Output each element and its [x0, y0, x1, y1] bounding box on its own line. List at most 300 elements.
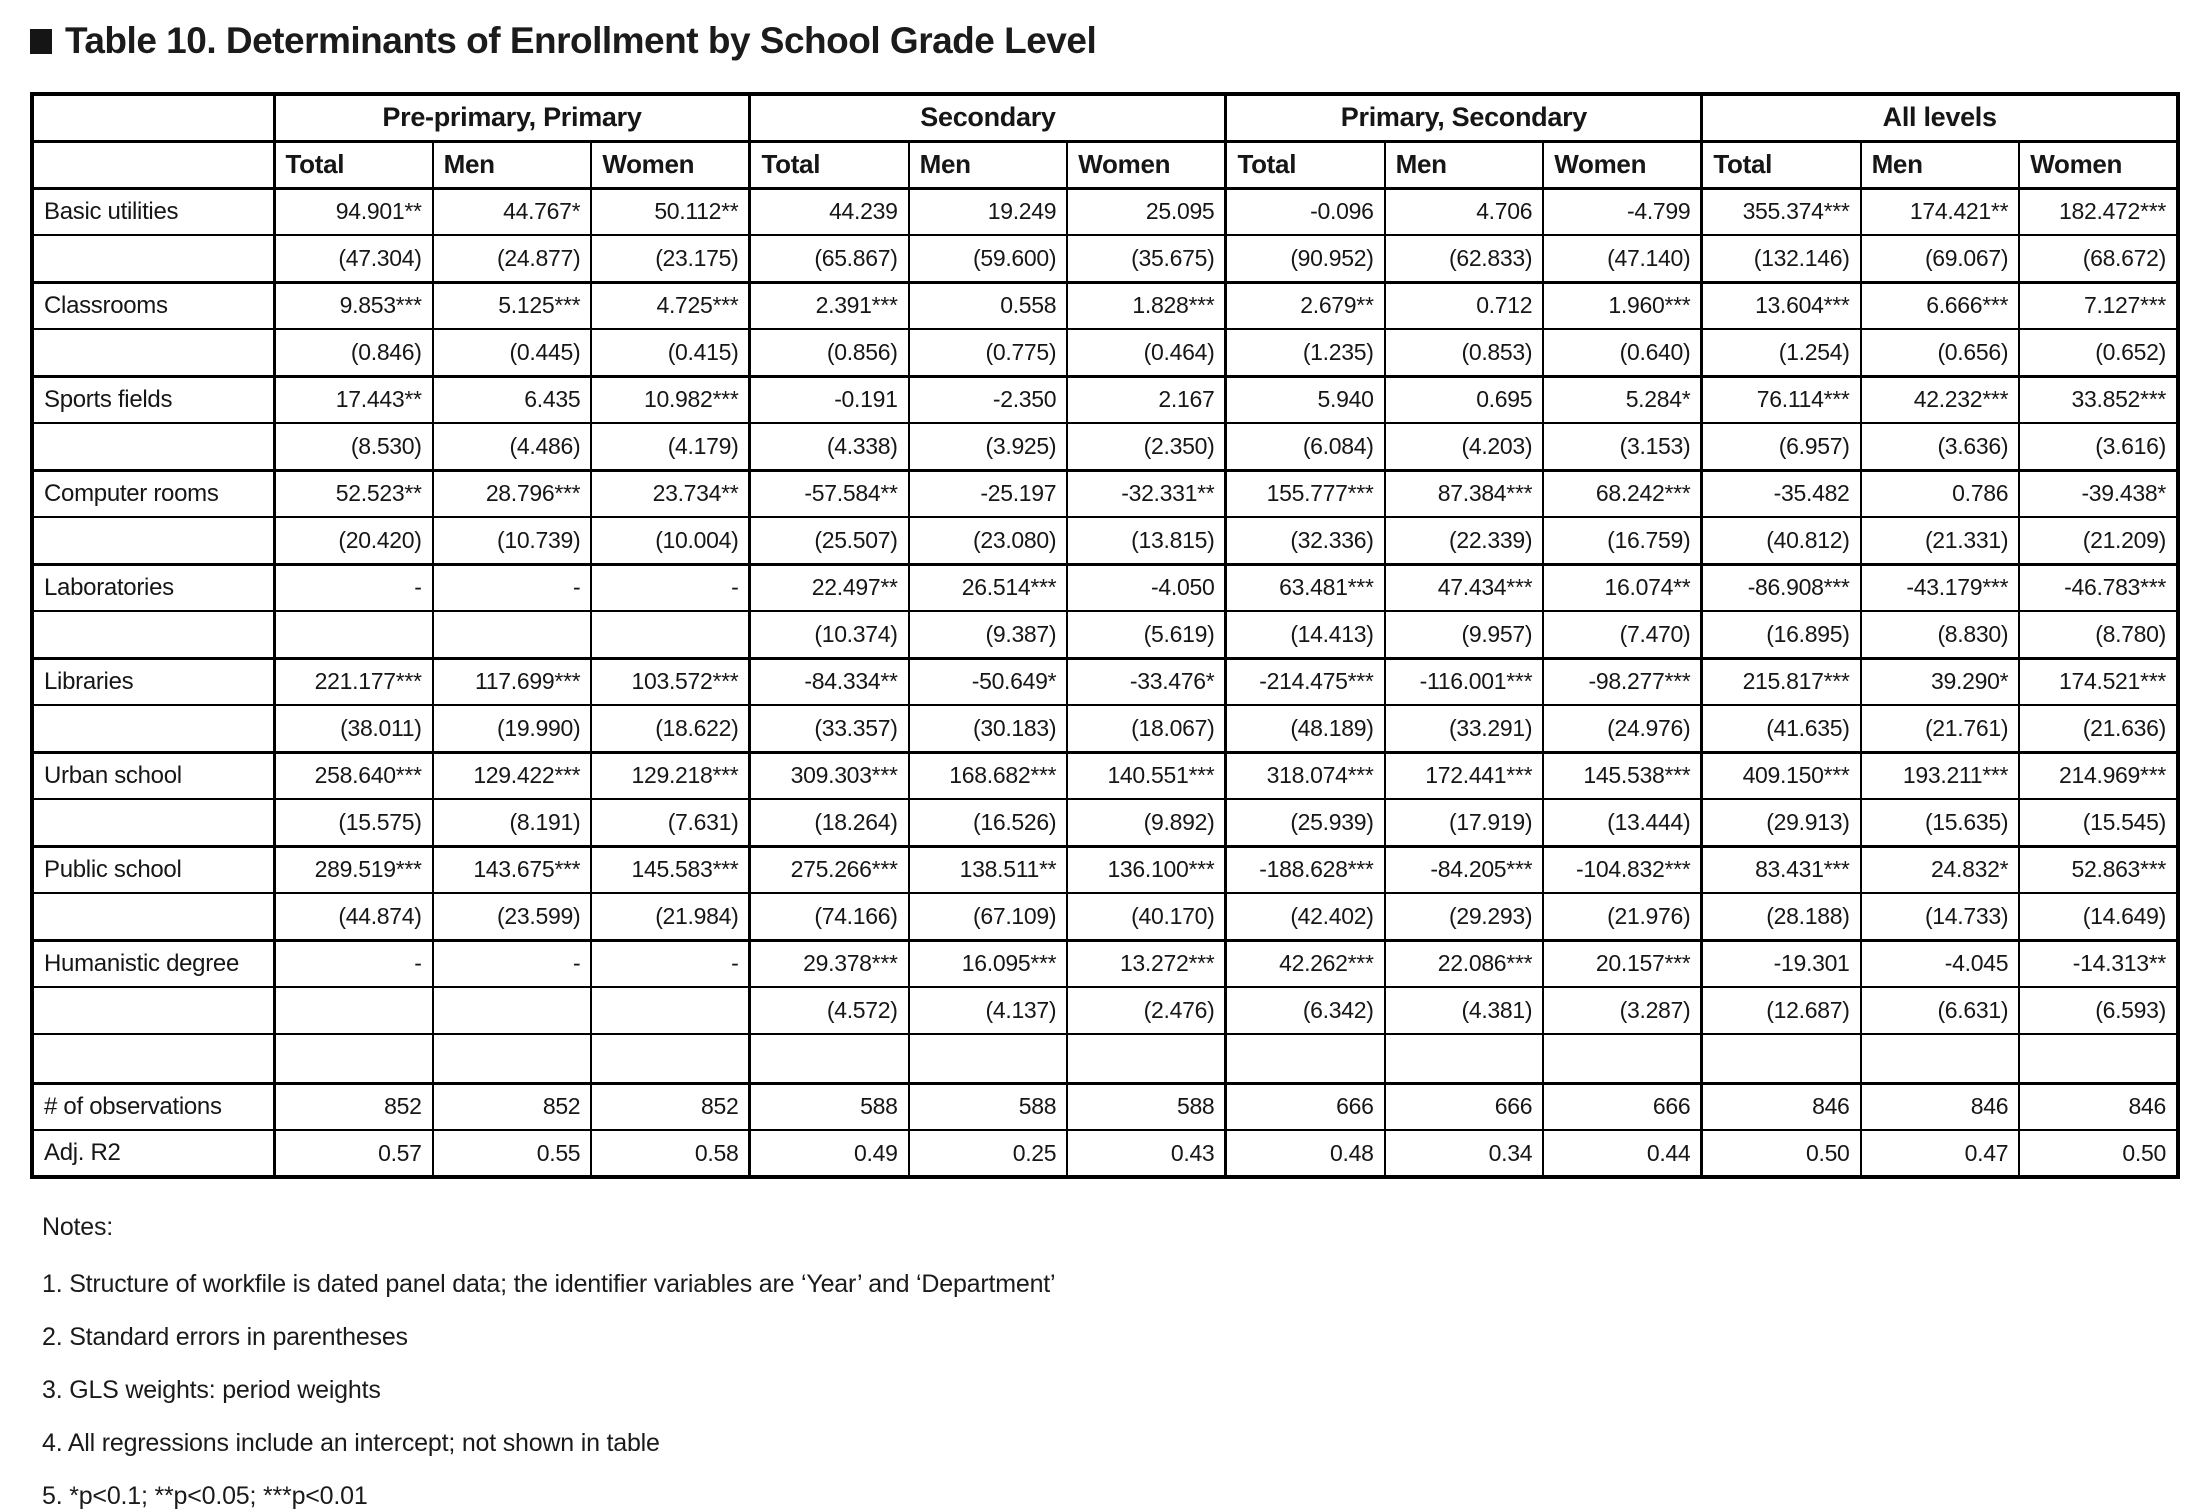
row-label: Classrooms — [32, 282, 274, 329]
table-title-text: Table 10. Determinants of Enrollment by School Grade Level — [65, 20, 1097, 61]
standard-error-cell: (18.067) — [1067, 705, 1226, 752]
standard-error-cell: (14.649) — [2019, 893, 2178, 940]
table-body — [32, 188, 2178, 1177]
standard-error-cell: (21.761) — [1861, 705, 2020, 752]
summary-cell: 0.49 — [750, 1130, 909, 1177]
summary-row — [32, 1083, 2178, 1130]
standard-error-row — [32, 329, 2178, 376]
standard-error-row — [32, 517, 2178, 564]
standard-error-cell: (20.420) — [274, 517, 433, 564]
column-group-header: All levels — [1702, 94, 2178, 141]
standard-error-cell: (4.137) — [909, 987, 1068, 1034]
coefficient-cell: 52.863*** — [2019, 846, 2178, 893]
note-item: 1. Structure of workfile is dated panel data; the identifier variables are ‘Year’ and ‘Department’ — [42, 1270, 1056, 1298]
column-subheader: Men — [433, 141, 592, 188]
standard-error-cell: (9.387) — [909, 611, 1068, 658]
standard-error-cell: (19.990) — [433, 705, 592, 752]
coefficient-cell: 2.391*** — [750, 282, 909, 329]
standard-error-cell: (42.402) — [1226, 893, 1385, 940]
standard-error-cell: (0.652) — [2019, 329, 2178, 376]
standard-error-cell: (0.656) — [1861, 329, 2020, 376]
coefficient-cell: 7.127*** — [2019, 282, 2178, 329]
coefficient-cell: 33.852*** — [2019, 376, 2178, 423]
standard-error-cell: (2.350) — [1067, 423, 1226, 470]
coefficient-cell: 5.940 — [1226, 376, 1385, 423]
standard-error-cell: (0.464) — [1067, 329, 1226, 376]
summary-cell: 0.57 — [274, 1130, 433, 1177]
coefficient-cell: 47.434*** — [1385, 564, 1544, 611]
coefficient-cell: 13.604*** — [1702, 282, 1861, 329]
standard-error-cell: (48.189) — [1226, 705, 1385, 752]
standard-error-cell: (17.919) — [1385, 799, 1544, 846]
row-label: Libraries — [32, 658, 274, 705]
column-subheader: Women — [1543, 141, 1702, 188]
coefficient-cell: -0.096 — [1226, 188, 1385, 235]
standard-error-cell: (29.913) — [1702, 799, 1861, 846]
coefficient-cell: 172.441*** — [1385, 752, 1544, 799]
coefficient-cell: 143.675*** — [433, 846, 592, 893]
spacer-cell — [274, 1034, 433, 1083]
column-subheader: Men — [1861, 141, 2020, 188]
coefficient-row — [32, 470, 2178, 517]
row-label: Sports fields — [32, 376, 274, 423]
standard-error-cell: (18.264) — [750, 799, 909, 846]
summary-cell: 846 — [2019, 1083, 2178, 1130]
coefficient-cell: 16.095*** — [909, 940, 1068, 987]
coefficient-cell: 155.777*** — [1226, 470, 1385, 517]
coefficient-cell: -39.438* — [2019, 470, 2178, 517]
standard-error-cell: (4.179) — [591, 423, 750, 470]
coefficient-row — [32, 282, 2178, 329]
standard-error-cell: (1.235) — [1226, 329, 1385, 376]
standard-error-cell: (21.976) — [1543, 893, 1702, 940]
coefficient-cell: 138.511** — [909, 846, 1068, 893]
standard-error-cell: (4.381) — [1385, 987, 1544, 1034]
standard-error-cell: (4.338) — [750, 423, 909, 470]
coefficient-cell: 129.218*** — [591, 752, 750, 799]
standard-error-cell: (16.759) — [1543, 517, 1702, 564]
coefficient-cell: -214.475*** — [1226, 658, 1385, 705]
row-label-empty — [32, 423, 274, 470]
coefficient-cell: 68.242*** — [1543, 470, 1702, 517]
row-label-empty — [32, 611, 274, 658]
standard-error-cell — [274, 611, 433, 658]
coefficient-row — [32, 752, 2178, 799]
column-subheader: Women — [2019, 141, 2178, 188]
standard-error-cell: (15.575) — [274, 799, 433, 846]
summary-cell: 666 — [1543, 1083, 1702, 1130]
coefficient-cell: 5.284* — [1543, 376, 1702, 423]
row-label-empty — [32, 705, 274, 752]
summary-cell: 846 — [1861, 1083, 2020, 1130]
standard-error-cell: (35.675) — [1067, 235, 1226, 282]
coefficient-cell: 0.786 — [1861, 470, 2020, 517]
coefficient-cell: -46.783*** — [2019, 564, 2178, 611]
standard-error-cell: (65.867) — [750, 235, 909, 282]
coefficient-cell: 19.249 — [909, 188, 1068, 235]
coefficient-cell: -86.908*** — [1702, 564, 1861, 611]
coefficient-cell: -57.584** — [750, 470, 909, 517]
coefficient-cell: -4.045 — [1861, 940, 2020, 987]
row-label-empty — [32, 987, 274, 1034]
standard-error-cell: (23.175) — [591, 235, 750, 282]
coefficient-cell: 275.266*** — [750, 846, 909, 893]
row-label-empty — [32, 235, 274, 282]
standard-error-cell: (59.600) — [909, 235, 1068, 282]
spacer-cell — [32, 1034, 274, 1083]
standard-error-cell: (3.616) — [2019, 423, 2178, 470]
standard-error-cell: (12.687) — [1702, 987, 1861, 1034]
row-label-empty — [32, 893, 274, 940]
coefficient-cell: 24.832* — [1861, 846, 2020, 893]
coefficient-cell: -104.832*** — [1543, 846, 1702, 893]
row-label: Basic utilities — [32, 188, 274, 235]
coefficient-cell: 193.211*** — [1861, 752, 2020, 799]
coefficient-row — [32, 188, 2178, 235]
coefficient-cell: -188.628*** — [1226, 846, 1385, 893]
summary-cell: 0.34 — [1385, 1130, 1544, 1177]
coefficient-cell: 87.384*** — [1385, 470, 1544, 517]
standard-error-cell: (21.984) — [591, 893, 750, 940]
summary-cell: 588 — [909, 1083, 1068, 1130]
standard-error-cell: (23.080) — [909, 517, 1068, 564]
standard-error-cell: (24.877) — [433, 235, 592, 282]
spacer-cell — [1226, 1034, 1385, 1083]
standard-error-cell: (67.109) — [909, 893, 1068, 940]
standard-error-cell — [274, 987, 433, 1034]
coefficient-cell: 42.232*** — [1861, 376, 2020, 423]
coefficient-cell: 289.519*** — [274, 846, 433, 893]
coefficient-cell: 4.725*** — [591, 282, 750, 329]
coefficient-cell: 140.551*** — [1067, 752, 1226, 799]
standard-error-cell: (1.254) — [1702, 329, 1861, 376]
coefficient-row — [32, 564, 2178, 611]
standard-error-cell: (0.856) — [750, 329, 909, 376]
standard-error-cell: (25.939) — [1226, 799, 1385, 846]
coefficient-cell: 318.074*** — [1226, 752, 1385, 799]
coefficient-cell: 174.421** — [1861, 188, 2020, 235]
standard-error-cell: (5.619) — [1067, 611, 1226, 658]
row-label: Urban school — [32, 752, 274, 799]
coefficient-cell: 214.969*** — [2019, 752, 2178, 799]
standard-error-cell: (3.925) — [909, 423, 1068, 470]
standard-error-cell: (74.166) — [750, 893, 909, 940]
spacer-row — [32, 1034, 2178, 1083]
coefficient-cell: -19.301 — [1702, 940, 1861, 987]
standard-error-cell — [433, 987, 592, 1034]
summary-cell: 0.44 — [1543, 1130, 1702, 1177]
coefficient-cell: 63.481*** — [1226, 564, 1385, 611]
coefficient-cell: -116.001*** — [1385, 658, 1544, 705]
coefficient-cell: -2.350 — [909, 376, 1068, 423]
standard-error-cell: (14.413) — [1226, 611, 1385, 658]
summary-cell: 666 — [1385, 1083, 1544, 1130]
standard-error-cell: (13.815) — [1067, 517, 1226, 564]
spacer-cell — [1543, 1034, 1702, 1083]
standard-error-cell: (9.957) — [1385, 611, 1544, 658]
summary-cell: 852 — [274, 1083, 433, 1130]
standard-error-cell — [591, 987, 750, 1034]
column-subheader: Total — [1702, 141, 1861, 188]
column-group-header: Pre-primary, Primary — [274, 94, 750, 141]
standard-error-cell: (32.336) — [1226, 517, 1385, 564]
standard-error-cell: (40.170) — [1067, 893, 1226, 940]
coefficient-cell: 145.538*** — [1543, 752, 1702, 799]
summary-cell: 0.50 — [2019, 1130, 2178, 1177]
coefficient-cell: 16.074** — [1543, 564, 1702, 611]
coefficient-cell: -25.197 — [909, 470, 1068, 517]
coefficient-cell: - — [591, 564, 750, 611]
standard-error-cell: (0.640) — [1543, 329, 1702, 376]
standard-error-cell: (40.812) — [1702, 517, 1861, 564]
standard-error-cell: (15.635) — [1861, 799, 2020, 846]
coefficient-cell: 44.239 — [750, 188, 909, 235]
table-header — [32, 94, 2178, 188]
row-label: Humanistic degree — [32, 940, 274, 987]
summary-cell: 0.58 — [591, 1130, 750, 1177]
standard-error-cell: (6.342) — [1226, 987, 1385, 1034]
coefficient-cell: 9.853*** — [274, 282, 433, 329]
coefficient-cell: 6.666*** — [1861, 282, 2020, 329]
standard-error-cell: (3.153) — [1543, 423, 1702, 470]
spacer-cell — [909, 1034, 1068, 1083]
standard-error-row — [32, 987, 2178, 1034]
coefficient-cell: -84.205*** — [1385, 846, 1544, 893]
coefficient-cell: 215.817*** — [1702, 658, 1861, 705]
standard-error-cell — [433, 611, 592, 658]
coefficient-cell: - — [274, 564, 433, 611]
standard-error-cell: (0.846) — [274, 329, 433, 376]
coefficient-cell: 6.435 — [433, 376, 592, 423]
column-subheader: Women — [1067, 141, 1226, 188]
coefficient-cell: 355.374*** — [1702, 188, 1861, 235]
column-group-header: Primary, Secondary — [1226, 94, 1702, 141]
coefficient-cell: 39.290* — [1861, 658, 2020, 705]
header-group-row — [32, 94, 2178, 141]
standard-error-cell: (33.291) — [1385, 705, 1544, 752]
coefficient-cell: 2.167 — [1067, 376, 1226, 423]
standard-error-cell: (22.339) — [1385, 517, 1544, 564]
standard-error-cell: (38.011) — [274, 705, 433, 752]
standard-error-cell: (9.892) — [1067, 799, 1226, 846]
note-item: 5. *p<0.1; **p<0.05; ***p<0.01 — [42, 1482, 368, 1510]
standard-error-cell: (62.833) — [1385, 235, 1544, 282]
notes-section — [42, 1213, 2180, 1511]
column-subheader: Total — [750, 141, 909, 188]
coefficient-cell: 221.177*** — [274, 658, 433, 705]
spacer-cell — [591, 1034, 750, 1083]
note-item: 3. GLS weights: period weights — [42, 1376, 381, 1404]
coefficient-cell: 2.679** — [1226, 282, 1385, 329]
summary-cell: 852 — [591, 1083, 750, 1130]
coefficient-row — [32, 940, 2178, 987]
standard-error-cell: (30.183) — [909, 705, 1068, 752]
coefficient-cell: -50.649* — [909, 658, 1068, 705]
coefficient-cell: 26.514*** — [909, 564, 1068, 611]
summary-cell: 0.47 — [1861, 1130, 2020, 1177]
summary-cell: 0.48 — [1226, 1130, 1385, 1177]
column-subheader: Men — [1385, 141, 1544, 188]
coefficient-cell: 145.583*** — [591, 846, 750, 893]
standard-error-row — [32, 235, 2178, 282]
standard-error-cell: (47.140) — [1543, 235, 1702, 282]
coefficient-cell: 409.150*** — [1702, 752, 1861, 799]
column-subheader: Total — [1226, 141, 1385, 188]
standard-error-cell: (16.895) — [1702, 611, 1861, 658]
standard-error-cell: (21.331) — [1861, 517, 2020, 564]
row-label-empty — [32, 517, 274, 564]
coefficient-cell: 17.443** — [274, 376, 433, 423]
standard-error-cell: (2.476) — [1067, 987, 1226, 1034]
coefficient-cell: 129.422*** — [433, 752, 592, 799]
standard-error-cell: (69.067) — [1861, 235, 2020, 282]
coefficient-cell: -35.482 — [1702, 470, 1861, 517]
coefficient-cell: -0.191 — [750, 376, 909, 423]
coefficient-cell: - — [433, 940, 592, 987]
column-subheader: Men — [909, 141, 1068, 188]
standard-error-cell: (47.304) — [274, 235, 433, 282]
standard-error-cell: (3.287) — [1543, 987, 1702, 1034]
column-subheader: Total — [274, 141, 433, 188]
coefficient-row — [32, 658, 2178, 705]
coefficient-cell: 42.262*** — [1226, 940, 1385, 987]
standard-error-cell: (0.853) — [1385, 329, 1544, 376]
standard-error-cell: (15.545) — [2019, 799, 2178, 846]
coefficient-cell: 1.828*** — [1067, 282, 1226, 329]
standard-error-cell: (8.191) — [433, 799, 592, 846]
coefficient-cell: 5.125*** — [433, 282, 592, 329]
summary-cell: 588 — [750, 1083, 909, 1130]
standard-error-row — [32, 893, 2178, 940]
standard-error-cell: (6.631) — [1861, 987, 2020, 1034]
coefficient-cell: 25.095 — [1067, 188, 1226, 235]
standard-error-cell: (3.636) — [1861, 423, 2020, 470]
standard-error-cell: (23.599) — [433, 893, 592, 940]
summary-cell: 588 — [1067, 1083, 1226, 1130]
coefficient-cell: 28.796*** — [433, 470, 592, 517]
corner-cell — [32, 94, 274, 141]
coefficient-cell: -43.179*** — [1861, 564, 2020, 611]
coefficient-cell: 0.558 — [909, 282, 1068, 329]
standard-error-row — [32, 423, 2178, 470]
row-label: Laboratories — [32, 564, 274, 611]
square-bullet-icon — [30, 29, 52, 54]
row-label: Public school — [32, 846, 274, 893]
note-item: 2. Standard errors in parentheses — [42, 1323, 408, 1351]
column-subheader: Women — [591, 141, 750, 188]
standard-error-cell: (8.830) — [1861, 611, 2020, 658]
standard-error-row — [32, 611, 2178, 658]
column-group-header: Secondary — [750, 94, 1226, 141]
coefficient-cell: 44.767* — [433, 188, 592, 235]
coefficient-cell: 0.695 — [1385, 376, 1544, 423]
standard-error-cell: (28.188) — [1702, 893, 1861, 940]
standard-error-cell: (8.530) — [274, 423, 433, 470]
standard-error-cell: (7.631) — [591, 799, 750, 846]
notes-heading: Notes: — [42, 1213, 114, 1241]
summary-label: Adj. R2 — [32, 1130, 274, 1177]
coefficient-cell: 52.523** — [274, 470, 433, 517]
standard-error-cell: (21.209) — [2019, 517, 2178, 564]
coefficient-cell: - — [433, 564, 592, 611]
coefficient-cell: 10.982*** — [591, 376, 750, 423]
coefficient-cell: -33.476* — [1067, 658, 1226, 705]
coefficient-cell: 29.378*** — [750, 940, 909, 987]
coefficient-cell: 0.712 — [1385, 282, 1544, 329]
coefficient-cell: 182.472*** — [2019, 188, 2178, 235]
coefficient-cell: 103.572*** — [591, 658, 750, 705]
corner-cell — [32, 141, 274, 188]
coefficient-cell: 22.497** — [750, 564, 909, 611]
coefficient-cell: 50.112** — [591, 188, 750, 235]
standard-error-cell: (6.957) — [1702, 423, 1861, 470]
standard-error-row — [32, 705, 2178, 752]
standard-error-cell: (0.445) — [433, 329, 592, 376]
standard-error-cell: (14.733) — [1861, 893, 2020, 940]
coefficient-cell: -84.334** — [750, 658, 909, 705]
spacer-cell — [1702, 1034, 1861, 1083]
coefficient-cell: 4.706 — [1385, 188, 1544, 235]
standard-error-cell: (6.084) — [1226, 423, 1385, 470]
coefficient-cell: -4.799 — [1543, 188, 1702, 235]
spacer-cell — [1067, 1034, 1226, 1083]
coefficient-cell: 23.734** — [591, 470, 750, 517]
standard-error-cell: (10.374) — [750, 611, 909, 658]
summary-cell: 852 — [433, 1083, 592, 1130]
standard-error-cell: (0.415) — [591, 329, 750, 376]
coefficient-cell: 136.100*** — [1067, 846, 1226, 893]
standard-error-cell: (18.622) — [591, 705, 750, 752]
standard-error-cell: (7.470) — [1543, 611, 1702, 658]
coefficient-cell: 76.114*** — [1702, 376, 1861, 423]
coefficient-cell: -4.050 — [1067, 564, 1226, 611]
standard-error-cell: (13.444) — [1543, 799, 1702, 846]
standard-error-cell: (4.486) — [433, 423, 592, 470]
summary-cell: 666 — [1226, 1083, 1385, 1130]
summary-cell: 0.43 — [1067, 1130, 1226, 1177]
coefficient-cell: - — [274, 940, 433, 987]
summary-label: # of observations — [32, 1083, 274, 1130]
row-label: Computer rooms — [32, 470, 274, 517]
standard-error-cell: (0.775) — [909, 329, 1068, 376]
standard-error-cell: (132.146) — [1702, 235, 1861, 282]
coefficient-cell: 94.901** — [274, 188, 433, 235]
standard-error-cell: (6.593) — [2019, 987, 2178, 1034]
standard-error-cell: (29.293) — [1385, 893, 1544, 940]
spacer-cell — [1861, 1034, 2020, 1083]
table-title — [30, 20, 2180, 62]
regression-results-table — [30, 92, 2180, 1179]
header-sub-row — [32, 141, 2178, 188]
spacer-cell — [750, 1034, 909, 1083]
summary-cell: 0.55 — [433, 1130, 592, 1177]
row-label-empty — [32, 799, 274, 846]
standard-error-cell: (24.976) — [1543, 705, 1702, 752]
standard-error-cell: (4.572) — [750, 987, 909, 1034]
coefficient-cell: 168.682*** — [909, 752, 1068, 799]
standard-error-cell: (44.874) — [274, 893, 433, 940]
standard-error-cell: (68.672) — [2019, 235, 2178, 282]
standard-error-cell: (10.004) — [591, 517, 750, 564]
coefficient-cell: 13.272*** — [1067, 940, 1226, 987]
standard-error-cell: (25.507) — [750, 517, 909, 564]
standard-error-row — [32, 799, 2178, 846]
coefficient-cell: 1.960*** — [1543, 282, 1702, 329]
spacer-cell — [1385, 1034, 1544, 1083]
standard-error-cell: (4.203) — [1385, 423, 1544, 470]
standard-error-cell: (33.357) — [750, 705, 909, 752]
coefficient-cell: -14.313** — [2019, 940, 2178, 987]
